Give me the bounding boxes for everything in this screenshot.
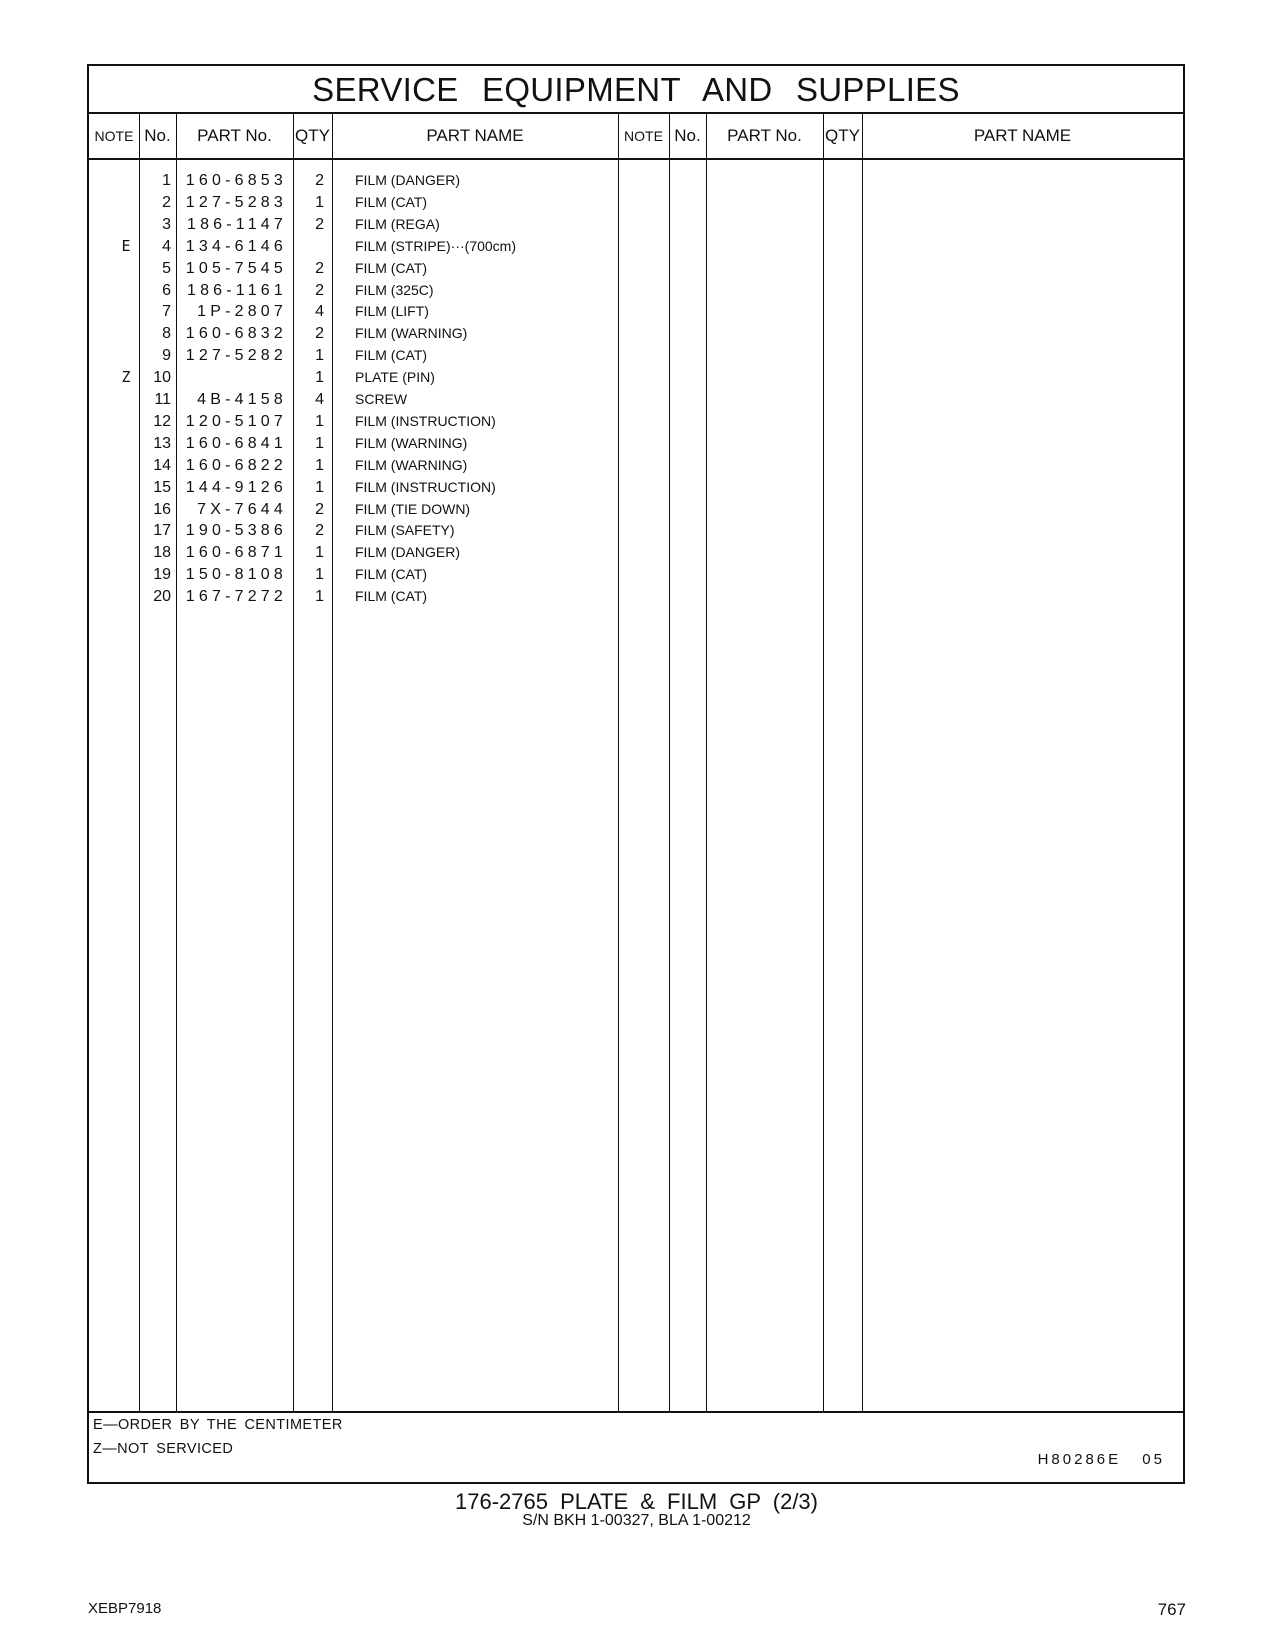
row-quantity: 1 — [315, 588, 324, 606]
row-quantity: 1 — [315, 478, 324, 496]
table-row — [89, 191, 618, 214]
row-part-number: 120-5107 — [185, 412, 287, 430]
col-divider — [862, 113, 863, 1411]
table-row — [89, 541, 618, 564]
row-note — [119, 454, 133, 477]
row-part-number: 167-7272 — [185, 588, 287, 606]
header-part-no: PART No. — [727, 126, 802, 145]
row-part-name: FILM (DANGER) — [355, 544, 460, 561]
row-number: 7 — [162, 303, 171, 321]
row-number: 14 — [153, 456, 171, 474]
row-quantity: 1 — [315, 544, 324, 562]
row-note — [119, 563, 133, 586]
row-number: 10 — [153, 369, 171, 387]
document-id: XEBP7918 — [88, 1600, 162, 1617]
row-quantity: 1 — [315, 566, 324, 584]
row-number: 15 — [153, 478, 171, 496]
header-part-name: PART NAME — [426, 126, 524, 145]
page-number: 767 — [1157, 1600, 1186, 1619]
row-quantity: 1 — [315, 434, 324, 452]
row-number: 6 — [162, 281, 171, 299]
table-row — [89, 498, 618, 521]
row-quantity — [296, 235, 324, 258]
row-part-name: FILM (INSTRUCTION) — [355, 478, 496, 495]
row-note — [119, 388, 133, 411]
col-divider — [669, 113, 670, 1411]
row-part-name: FILM (SAFETY) — [355, 522, 455, 539]
footnote-z: Z—NOT SERVICED — [93, 1441, 234, 1457]
row-part-number: 127-5283 — [185, 193, 287, 211]
footnote-e: E—ORDER BY THE CENTIMETER — [93, 1417, 343, 1433]
row-note: E — [121, 236, 131, 255]
table-row — [89, 432, 618, 455]
row-number: 4 — [162, 237, 171, 255]
header-part-name: PART NAME — [973, 126, 1072, 145]
row-number: 8 — [162, 325, 171, 343]
row-number: 2 — [162, 193, 171, 211]
row-quantity: 4 — [315, 303, 324, 321]
table-row — [89, 344, 618, 367]
illustration-code: H80286E 05 — [1037, 1451, 1165, 1468]
row-quantity: 1 — [315, 412, 324, 430]
row-quantity: 2 — [315, 259, 324, 277]
row-part-name: FILM (CAT) — [355, 588, 428, 605]
row-part-number: 190-5386 — [185, 522, 287, 540]
header-qty: QTY — [295, 126, 330, 145]
row-note — [119, 279, 133, 302]
row-number: 17 — [153, 522, 171, 540]
row-part-number: 105-7545 — [185, 259, 287, 277]
row-part-name: FILM (REGA) — [355, 215, 440, 232]
row-part-name: FILM (LIFT) — [355, 303, 429, 320]
row-part-number: 1P-2807 — [197, 303, 287, 321]
row-part-number: 134-6146 — [185, 237, 287, 255]
header-no: No. — [674, 126, 701, 145]
group-title: 176-2765 PLATE & FILM GP (2/3) — [454, 1489, 818, 1514]
row-part-name: FILM (WARNING) — [355, 325, 468, 342]
row-quantity: 2 — [315, 325, 324, 343]
row-part-name: FILM (CAT) — [355, 566, 428, 583]
row-note — [119, 169, 133, 192]
row-part-number — [182, 366, 287, 389]
row-part-number: 4B-4158 — [197, 391, 287, 408]
header-no: No. — [144, 126, 171, 145]
row-quantity: 4 — [315, 391, 324, 408]
row-note — [119, 476, 133, 499]
row-part-name: FILM (WARNING) — [355, 434, 468, 451]
row-part-name: FILM (325C) — [355, 281, 434, 298]
table-row — [89, 366, 618, 389]
header-note: NOTE — [94, 128, 134, 144]
row-part-number: 160-6832 — [185, 325, 287, 343]
table-row — [89, 213, 618, 236]
row-part-name: PLATE (PIN) — [355, 369, 435, 386]
footer-divider — [89, 1411, 1183, 1413]
table-row — [89, 300, 618, 323]
row-part-number: 160-6841 — [185, 434, 287, 452]
table-row — [89, 519, 618, 542]
row-part-number: 160-6853 — [185, 172, 287, 189]
row-note — [119, 344, 133, 367]
table-row — [89, 388, 618, 411]
row-part-number: 160-6871 — [185, 544, 287, 562]
row-number: 11 — [154, 391, 171, 408]
row-quantity: 1 — [315, 347, 324, 365]
row-part-name: FILM (INSTRUCTION) — [355, 412, 496, 429]
parts-table-frame — [87, 64, 1185, 1484]
row-note — [119, 213, 133, 236]
row-note — [119, 191, 133, 214]
serial-numbers: S/N BKH 1-00327, BLA 1-00212 — [522, 1512, 751, 1529]
row-number: 1 — [162, 172, 171, 189]
row-part-number: 144-9126 — [185, 478, 287, 496]
table-row — [89, 476, 618, 499]
row-part-name: FILM (DANGER) — [355, 172, 460, 188]
row-number: 18 — [153, 544, 171, 562]
row-part-number: 7X-7644 — [197, 500, 287, 518]
row-number: 13 — [153, 434, 171, 452]
row-part-name: FILM (STRIPE)···(700cm) — [355, 237, 516, 254]
header-qty: QTY — [825, 126, 860, 145]
row-part-name: FILM (WARNING) — [355, 456, 468, 473]
table-row — [89, 454, 618, 477]
row-number: 3 — [162, 215, 171, 233]
header-part-no: PART No. — [197, 126, 272, 145]
row-number: 9 — [162, 347, 171, 365]
row-quantity: 2 — [315, 281, 324, 299]
row-quantity: 2 — [315, 500, 324, 518]
row-number: 12 — [153, 412, 171, 430]
header-note: NOTE — [624, 128, 663, 144]
row-note — [119, 541, 133, 564]
row-part-number: 127-5282 — [185, 347, 287, 365]
row-part-name: SCREW — [355, 391, 408, 407]
row-quantity: 1 — [315, 456, 324, 474]
row-part-number: 186-1147 — [186, 215, 287, 233]
row-part-name: FILM (CAT) — [355, 347, 428, 364]
row-note — [119, 432, 133, 455]
row-quantity: 1 — [315, 193, 324, 211]
col-divider — [823, 113, 824, 1411]
row-note — [119, 300, 133, 323]
table-row — [89, 410, 618, 433]
table-row — [89, 322, 618, 345]
row-note: Z — [121, 368, 131, 387]
row-part-number: 150-8108 — [185, 566, 287, 584]
page-title: SERVICE EQUIPMENT AND SUPPLIES — [312, 71, 960, 108]
row-part-name: FILM (CAT) — [355, 259, 428, 276]
row-note — [119, 410, 133, 433]
row-number: 20 — [153, 588, 171, 606]
row-part-number: 186-1161 — [186, 281, 287, 299]
table-row — [89, 585, 618, 608]
row-quantity: 1 — [315, 369, 324, 387]
row-note — [119, 498, 133, 521]
col-divider — [706, 113, 707, 1411]
table-row — [89, 563, 618, 586]
table-row — [89, 235, 618, 258]
row-quantity: 2 — [315, 215, 324, 233]
row-part-number: 160-6822 — [185, 456, 287, 474]
table-row — [89, 169, 618, 192]
table-row — [89, 279, 618, 302]
row-quantity: 2 — [315, 172, 324, 189]
row-number: 19 — [153, 566, 171, 584]
row-part-name: FILM (CAT) — [355, 193, 428, 210]
row-number: 16 — [153, 500, 171, 518]
row-number: 5 — [162, 259, 171, 277]
row-note — [119, 257, 133, 280]
row-note — [119, 519, 133, 542]
table-row — [89, 257, 618, 280]
row-part-name: FILM (TIE DOWN) — [355, 500, 471, 517]
row-quantity: 2 — [315, 522, 324, 540]
row-note — [119, 322, 133, 345]
row-note — [119, 585, 133, 608]
